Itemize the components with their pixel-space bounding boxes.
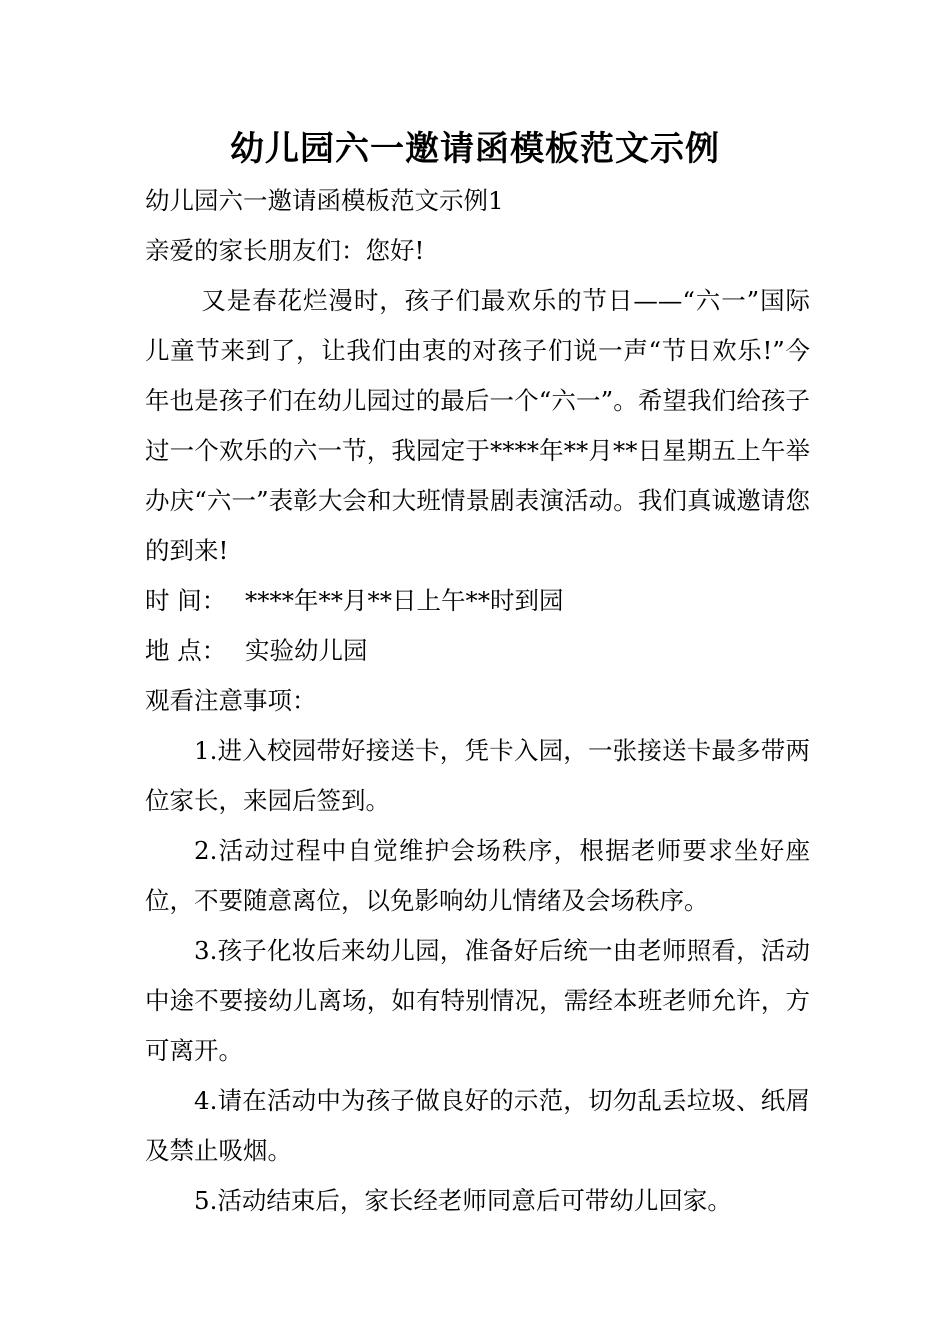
intro-paragraph: 又是春花烂漫时，孩子们最欢乐的节日——“六一”国际儿童节来到了，让我们由衷的对孩子们说一声“节日欢乐!”今年也是孩子们在幼儿园过的最后一个“六一”。希望我们给孩子过一个欢乐的六一节，我园定于****年**月**日星期五上午举办庆“六一”表彰大会和大班情景剧表演活动。我们真诚邀请您的到来! <box>145 286 810 565</box>
notes-heading: 观看注意事项： <box>145 686 317 715</box>
place-value: 实验幼儿园 <box>245 636 368 665</box>
document-subtitle: 幼儿园六一邀请函模板范文示例1 <box>145 186 504 215</box>
document-title: 幼儿园六一邀请函模板范文示例 <box>230 129 720 169</box>
time-label: 时 间： <box>145 586 227 615</box>
place-label: 地 点： <box>145 636 227 665</box>
time-value: ****年**月**日上午**时到园 <box>245 586 564 615</box>
place-row <box>145 626 810 676</box>
note-item: 2.活动过程中自觉维护会场秩序，根据老师要求坐好座位，不要随意离位，以免影响幼儿情绪及会场秩序。 <box>145 836 810 915</box>
note-item: 5.活动结束后，家长经老师同意后可带幼儿回家。 <box>194 1186 732 1215</box>
time-row <box>145 576 810 626</box>
document-body <box>145 176 810 1226</box>
note-item: 4.请在活动中为孩子做良好的示范，切勿乱丢垃圾、纸屑及禁止吸烟。 <box>145 1086 810 1165</box>
note-item: 3.孩子化妆后来幼儿园，准备好后统一由老师照看，活动中途不要接幼儿离场，如有特别情况，需经本班老师允许，方可离开。 <box>145 936 810 1065</box>
note-item: 1.进入校园带好接送卡，凭卡入园，一张接送卡最多带两位家长，来园后签到。 <box>145 736 810 815</box>
greeting: 亲爱的家长朋友们：您好! <box>145 236 425 265</box>
